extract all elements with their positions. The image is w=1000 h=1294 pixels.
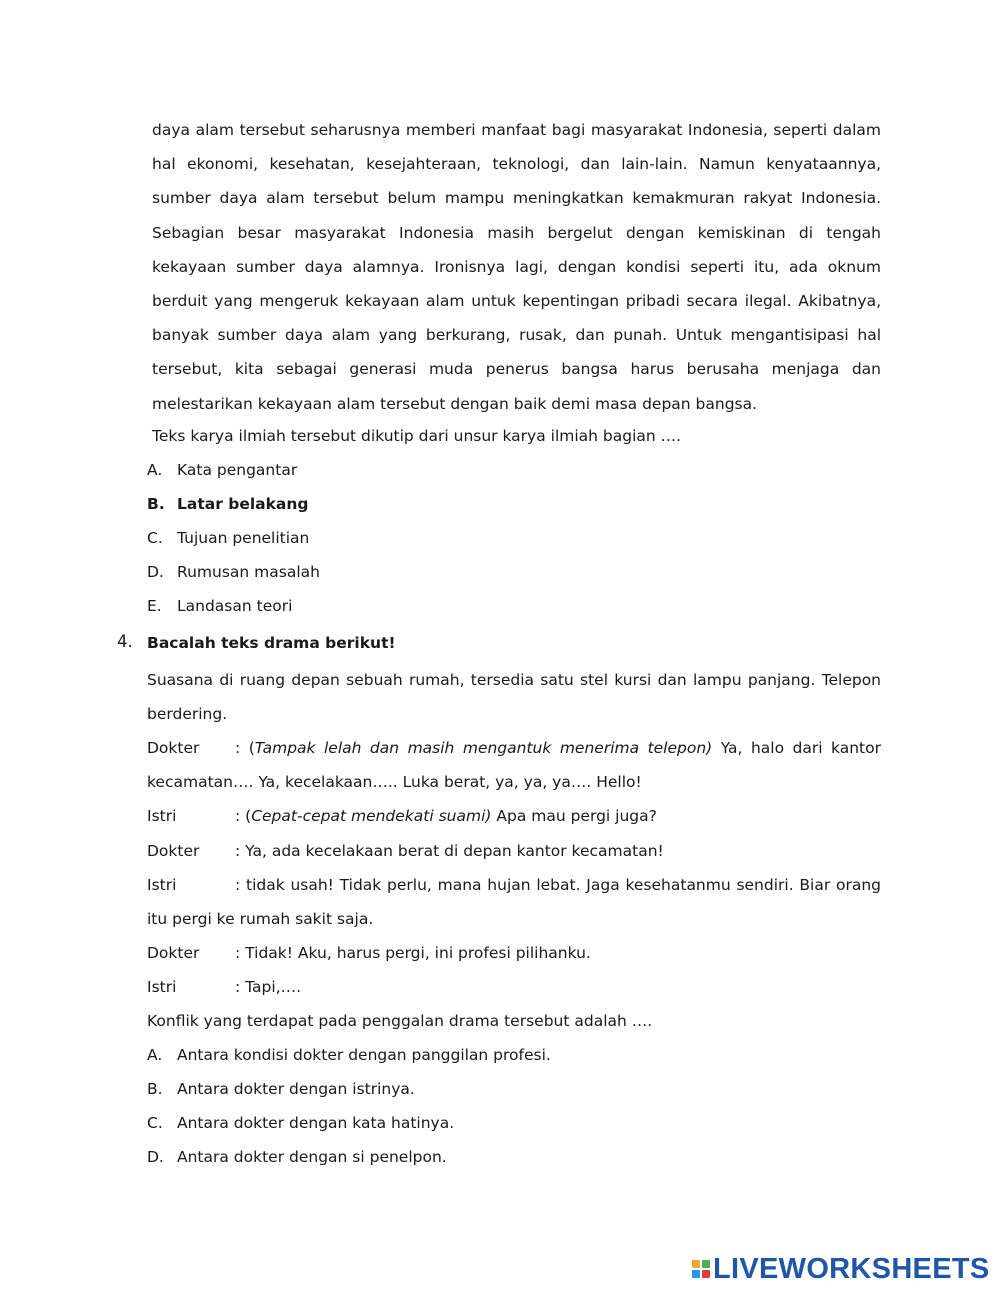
q4-option-d[interactable] [147,1148,447,1166]
speaker-name: Istri [147,876,177,894]
speaker-name: Dokter [147,842,200,860]
dialogue-text: tidak usah! Tidak perlu, mana hujan lebat. Jaga kesehatanmu sendiri. Biar orang itu pergi ke rumah sakit saja. [147,876,881,929]
dialogue-text: Ya, halo dari kantor kecamatan…. Ya, kecelakaan….. Luka berat, ya, ya, ya…. Hello! [147,739,881,792]
dialogue-line [147,834,881,868]
reading-passage: daya alam tersebut seharusnya memberi manfaat bagi masyarakat Indonesia, seperti dalam hal ekonomi, kesehatan, kesejahteraan, teknologi, dan lain-lain. Namun kenyataannya, sumber daya alam tersebut belum mampu meningkatkan kemakmuran rakyat Indonesia. Sebagian besar masyarakat Indonesia masih bergelut dengan kemiskinan di tengah kekayaan sumber daya alamnya. Ironisnya lagi, dengan kondisi seperti itu, ada oknum berduit yang mengeruk kekayaan alam untuk kepentingan pribadi secara ilegal. Akibatnya, banyak sumber daya alam yang berkurang, rusak, dan punah. Untuk mengantisipasi hal tersebut, kita sebagai generasi muda penerus bangsa harus berusaha menjaga dan melestarikan kekayaan alam tersebut dengan baik demi masa depan bangsa. [152,121,881,413]
liveworksheets-logo[interactable] [692,1253,990,1285]
option-letter: C. [147,1114,163,1132]
separator: : ( [235,807,252,825]
logo-tile [692,1260,700,1268]
option-letter: E. [147,597,162,615]
dialogue-text: Tapi,…. [245,978,302,996]
q4-heading: Bacalah teks drama berikut! [147,634,396,652]
option-letter: B. [147,1080,163,1098]
q3-option-c[interactable] [147,529,309,547]
option-letter: B. [147,495,165,513]
q3-option-e[interactable] [147,597,292,615]
stage-direction: Cepat-cepat mendekati suami) [251,807,492,825]
logo-tiles-icon [692,1260,710,1278]
option-text: Rumusan masalah [177,563,320,581]
separator: : [235,944,246,962]
q3-option-d[interactable] [147,563,320,581]
option-text: Kata pengantar [177,461,298,479]
option-text: Antara kondisi dokter dengan panggilan profesi. [177,1046,551,1064]
speaker-name: Dokter [147,944,200,962]
option-letter: A. [147,461,163,479]
dialogue-line [147,868,881,936]
speaker-name: Dokter [147,739,200,757]
option-text: Latar belakang [177,495,309,513]
q3-option-b-selected[interactable] [147,495,309,513]
option-letter: C. [147,529,163,547]
q4-option-b[interactable] [147,1080,415,1098]
option-letter: D. [147,1148,164,1166]
separator: : [235,876,246,894]
separator: : ( [235,739,255,757]
q4-option-c[interactable] [147,1114,454,1132]
separator: : [235,842,246,860]
speaker-name: Istri [147,807,177,825]
option-letter: D. [147,563,164,581]
dialogue-text: Apa mau pergi juga? [491,807,657,825]
option-text: Tujuan penelitian [177,529,310,547]
logo-tile [702,1260,710,1268]
option-text: Antara dokter dengan istrinya. [177,1080,415,1098]
option-text: Antara dokter dengan si penelpon. [177,1148,447,1166]
dialogue-line [147,731,881,799]
dialogue-text: Tidak! Aku, harus pergi, ini profesi pilihanku. [245,944,591,962]
speaker-name: Istri [147,978,177,996]
q3-option-a[interactable] [147,461,297,479]
stage-direction: Tampak lelah dan masih mengantuk menerima telepon) [254,739,713,757]
dialogue-line [147,799,881,833]
logo-tile [692,1270,700,1278]
separator: : [235,978,246,996]
dialogue-line [147,970,881,1004]
logo-tile [702,1270,710,1278]
q4-option-a[interactable] [147,1046,551,1064]
option-text: Antara dokter dengan kata hatinya. [177,1114,455,1132]
dialogue-text: Ya, ada kecelakaan berat di depan kantor kecamatan! [245,842,664,860]
drama-scene-description: Suasana di ruang depan sebuah rumah, tersedia satu stel kursi dan lampu panjang. Telepon berdering. [147,671,881,724]
q4-question: Konflik yang terdapat pada penggalan drama tersebut adalah …. [147,1012,653,1030]
option-text: Landasan teori [177,597,293,615]
logo-text: LIVEWORKSHEETS [713,1252,990,1285]
q3-question: Teks karya ilmiah tersebut dikutip dari unsur karya ilmiah bagian …. [152,427,682,445]
option-letter: A. [147,1046,163,1064]
dialogue-line [147,936,881,970]
q4-number: 4. [117,632,133,651]
